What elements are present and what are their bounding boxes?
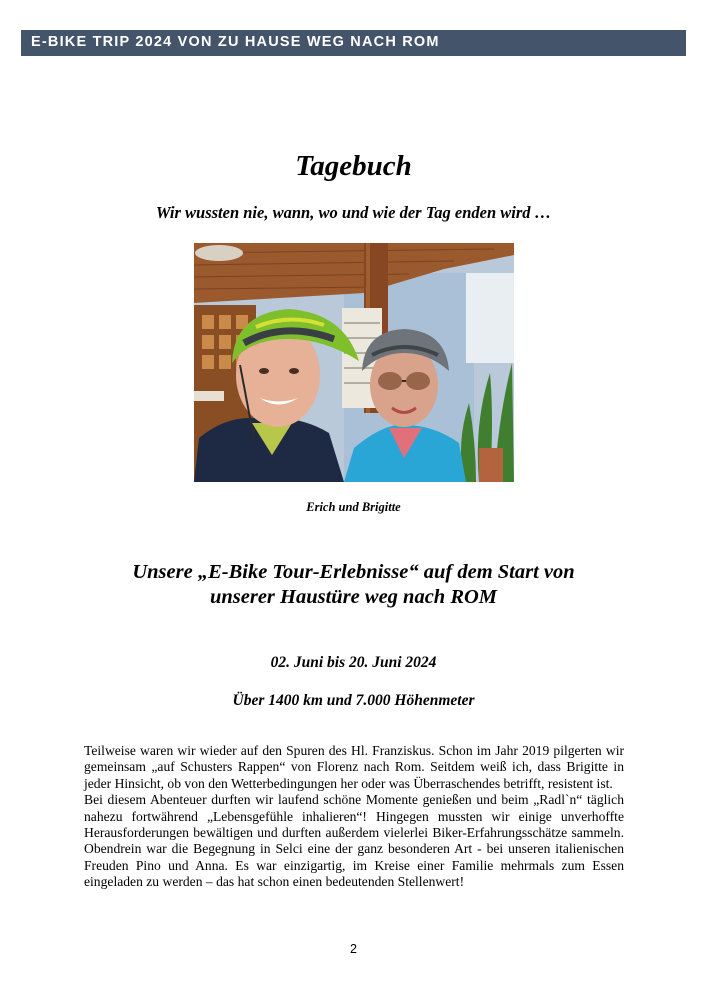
body-text bbox=[84, 743, 624, 891]
trip-dates: 02. Juni bis 20. Juni 2024 bbox=[270, 654, 437, 671]
header-title: E-BIKE TRIP 2024 VON ZU HAUSE WEG NACH ROM bbox=[31, 34, 440, 50]
paragraph-2: Bei diesem Abenteuer durften wir laufend schöne Momente genießen und beim „Radl`n“ täglich nahezu fortwährend „Lebensgefühle inhalieren“! Hingegen mussten wir einige unverhoffte Herausforderungen bewältigen und durften außerdem vielerlei Biker-Erfahrungsschätze sammeln. Obendrein war die Begegnung in Selci eine der ganz besonderen Art - bei unseren italienischen Freuden Pino und Anna. Es war einzigartig, im Kreise einer Familie mehrmals zum Essen eingeladen zu werden – das hat schon einen bedeutenden Stellenwert! bbox=[84, 792, 624, 890]
paragraph-1: Teilweise waren wir wieder auf den Spuren des Hl. Franziskus. Schon im Jahr 2019 pilgerten wir gemeinsam „auf Schusters Rappen“ von Florenz nach Rom. Seitdem weiß ich, dass Brigitte in jeder Hinsicht, ob von den Wetterbedingungen her oder was Überraschendes betrifft, resistent ist. bbox=[84, 743, 624, 791]
motto: Wir wussten nie, wann, wo und wie der Tag enden wird … bbox=[155, 203, 552, 222]
header-bar bbox=[21, 30, 686, 56]
subtitle bbox=[0, 560, 707, 610]
photo-caption: Erich und Brigitte bbox=[306, 500, 401, 514]
page-number: 2 bbox=[350, 942, 357, 956]
photo-erich-brigitte bbox=[194, 243, 514, 482]
trip-distance: Über 1400 km und 7.000 Höhenmeter bbox=[232, 692, 475, 709]
subtitle-line-2: unserer Haustüre weg nach ROM bbox=[209, 586, 498, 608]
subtitle-line-1: Unsere „E-Bike Tour-Erlebnisse“ auf dem Start von bbox=[132, 561, 575, 583]
page-title: Tagebuch bbox=[295, 150, 412, 182]
